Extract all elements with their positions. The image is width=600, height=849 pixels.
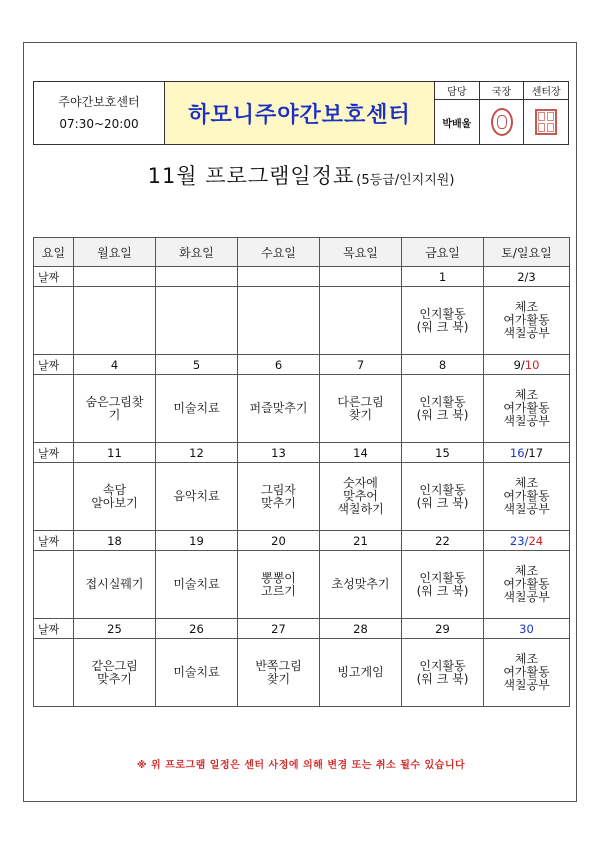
weekend-date: 24 xyxy=(528,533,544,548)
header-band xyxy=(33,81,569,145)
weekend-activity-cell xyxy=(484,463,570,531)
operating-hours: 07:30~20:00 xyxy=(59,117,139,131)
weekend-activity-item: 여가활동 xyxy=(503,313,550,327)
weekend-activity-item: 색칠공부 xyxy=(503,414,550,428)
weekend-date-cell xyxy=(484,443,570,463)
activity-row xyxy=(34,375,570,443)
header-cell: 월요일 xyxy=(74,238,156,267)
weekend-date-cell xyxy=(484,267,570,287)
date-label: 날짜 xyxy=(34,619,74,639)
weekend-date: 30 xyxy=(519,621,534,636)
activity-cell: 인지활동 (워 크 북) xyxy=(402,551,484,619)
approval-head xyxy=(524,82,568,144)
date-cell: 8 xyxy=(402,355,484,375)
weekend-activity-item: 체조 xyxy=(514,652,539,666)
date-cell xyxy=(238,267,320,287)
date-cell xyxy=(156,267,238,287)
date-cell: 12 xyxy=(156,443,238,463)
date-row xyxy=(34,619,570,639)
date-cell: 29 xyxy=(402,619,484,639)
weekend-date-cell xyxy=(484,619,570,639)
date-label: 날짜 xyxy=(34,355,74,375)
activity-cell: 미술치료 xyxy=(156,551,238,619)
weekend-date-cell xyxy=(484,355,570,375)
weekend-activity-item: 색칠공부 xyxy=(503,502,550,516)
date-cell xyxy=(320,267,402,287)
weekend-activity-item: 체조 xyxy=(514,388,539,402)
date-row xyxy=(34,355,570,375)
weekend-date: 23/ xyxy=(509,533,529,548)
weekend-activity-item: 색칠공부 xyxy=(503,590,550,604)
weekend-activity-item: 색칠공부 xyxy=(503,678,550,692)
date-cell: 11 xyxy=(74,443,156,463)
weekend-activity-cell xyxy=(484,639,570,707)
date-cell: 19 xyxy=(156,531,238,551)
activity-cell: 미술치료 xyxy=(156,375,238,443)
title-main: 11월 프로그램일정표 xyxy=(147,164,355,188)
weekend-activity-item: 여가활동 xyxy=(503,401,550,415)
activity-cell: 다른그림 찾기 xyxy=(320,375,402,443)
header-cell: 목요일 xyxy=(320,238,402,267)
page-title xyxy=(33,145,569,205)
date-row xyxy=(34,267,570,287)
activity-cell: 인지활동 (워 크 북) xyxy=(402,375,484,443)
date-cell: 15 xyxy=(402,443,484,463)
row-label-blank xyxy=(34,463,74,531)
approval-staff xyxy=(435,82,480,144)
activity-cell: 접시실꿰기 xyxy=(74,551,156,619)
notice-text: ※ 위 프로그램 일정은 센터 사정에 의해 변경 또는 취소 될수 있습니다 xyxy=(136,759,466,771)
weekend-activity-cell xyxy=(484,551,570,619)
activity-row xyxy=(34,551,570,619)
date-cell: 14 xyxy=(320,443,402,463)
date-label: 날짜 xyxy=(34,531,74,551)
weekend-activity-item: 체조 xyxy=(514,476,539,490)
date-cell: 4 xyxy=(74,355,156,375)
date-cell: 13 xyxy=(238,443,320,463)
activity-cell: 숨은그림찾 기 xyxy=(74,375,156,443)
weekend-activity-item: 체조 xyxy=(514,564,539,578)
weekend-activity-item: 여가활동 xyxy=(503,665,550,679)
row-label-blank xyxy=(34,375,74,443)
center-name: 주야간보호센터 xyxy=(58,95,140,109)
approval-label: 센터장 xyxy=(524,82,568,100)
header-cell: 수요일 xyxy=(238,238,320,267)
date-cell: 6 xyxy=(238,355,320,375)
row-label-blank xyxy=(34,287,74,355)
activity-cell: 빙고게임 xyxy=(320,639,402,707)
approval-director xyxy=(480,82,525,144)
date-cell: 18 xyxy=(74,531,156,551)
weekend-date: 10 xyxy=(524,357,540,372)
activity-cell: 숫자에 맞추어 색칠하기 xyxy=(320,463,402,531)
weekend-activity-item: 여가활동 xyxy=(503,577,550,591)
activity-row xyxy=(34,287,570,355)
activity-cell xyxy=(74,287,156,355)
date-cell: 1 xyxy=(402,267,484,287)
date-cell: 7 xyxy=(320,355,402,375)
brand-title: 하모니주야간보호센터 xyxy=(165,82,435,144)
date-cell: 26 xyxy=(156,619,238,639)
signature-text: 박배울 xyxy=(442,118,472,130)
activity-cell: 그림자 맞추기 xyxy=(238,463,320,531)
activity-cell: 뽕뽕이 고르기 xyxy=(238,551,320,619)
activity-cell xyxy=(320,287,402,355)
weekend-date: 2/3 xyxy=(517,269,536,284)
date-cell: 27 xyxy=(238,619,320,639)
date-label: 날짜 xyxy=(34,443,74,463)
weekend-activity-item: 여가활동 xyxy=(503,489,550,503)
header-cell: 요일 xyxy=(34,238,74,267)
header-cell: 토/일요일 xyxy=(484,238,570,267)
activity-cell xyxy=(238,287,320,355)
date-cell xyxy=(74,267,156,287)
activity-cell: 같은그림 맞추기 xyxy=(74,639,156,707)
schedule-table xyxy=(33,237,570,707)
activity-cell: 인지활동 (워 크 북) xyxy=(402,463,484,531)
date-cell: 21 xyxy=(320,531,402,551)
activity-cell: 초성맞추기 xyxy=(320,551,402,619)
weekend-activity-item: 색칠공부 xyxy=(503,326,550,340)
weekend-date-cell xyxy=(484,531,570,551)
date-cell: 20 xyxy=(238,531,320,551)
date-row xyxy=(34,531,570,551)
activity-row xyxy=(34,639,570,707)
activity-cell: 퍼즐맞추기 xyxy=(238,375,320,443)
approval-box xyxy=(435,82,568,144)
weekend-activity-item: 체조 xyxy=(514,300,539,314)
approval-label: 국장 xyxy=(480,82,524,100)
activity-row xyxy=(34,463,570,531)
weekend-date: 16 xyxy=(509,445,525,460)
activity-cell: 인지활동 (워 크 북) xyxy=(402,287,484,355)
approval-label: 담당 xyxy=(435,82,479,100)
weekend-activity-cell xyxy=(484,287,570,355)
header-cell: 금요일 xyxy=(402,238,484,267)
center-info xyxy=(34,82,165,144)
title-sub: (5등급/인지지원) xyxy=(356,172,455,188)
date-cell: 5 xyxy=(156,355,238,375)
round-seal-icon xyxy=(491,108,513,136)
date-row xyxy=(34,443,570,463)
header-cell: 화요일 xyxy=(156,238,238,267)
activity-cell: 반쪽그림 찾기 xyxy=(238,639,320,707)
date-cell: 25 xyxy=(74,619,156,639)
row-label-blank xyxy=(34,551,74,619)
date-cell: 22 xyxy=(402,531,484,551)
row-label-blank xyxy=(34,639,74,707)
weekend-activity-cell xyxy=(484,375,570,443)
activity-cell: 인지활동 (워 크 북) xyxy=(402,639,484,707)
activity-cell xyxy=(156,287,238,355)
square-seal-icon xyxy=(535,109,557,135)
weekend-date: 9/ xyxy=(513,357,525,372)
activity-cell: 미술치료 xyxy=(156,639,238,707)
activity-cell: 속담 알아보기 xyxy=(74,463,156,531)
date-label: 날짜 xyxy=(34,267,74,287)
activity-cell: 음악치료 xyxy=(156,463,238,531)
date-cell: 28 xyxy=(320,619,402,639)
weekend-date: /17 xyxy=(524,445,544,460)
header-row xyxy=(34,238,570,267)
